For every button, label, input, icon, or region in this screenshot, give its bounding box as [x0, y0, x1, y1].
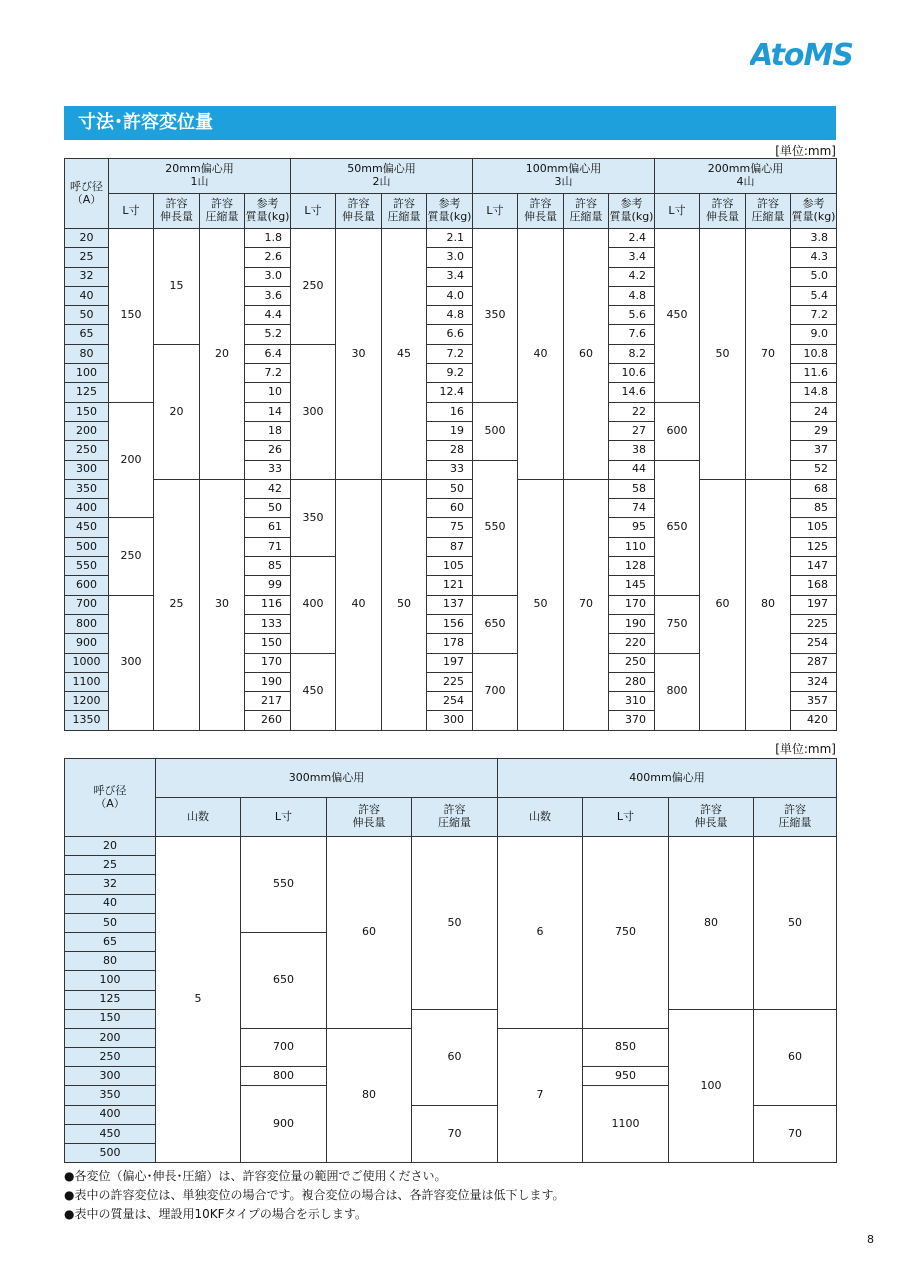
l-dimension-cell: 250 — [291, 229, 336, 345]
l-dimension-cell: 700 — [473, 653, 518, 730]
mass-cell: 105 — [427, 557, 473, 576]
nominal-diameter-cell: 200 — [65, 1028, 156, 1047]
mass-cell: 217 — [245, 692, 291, 711]
dimension-table-2-body — [65, 759, 837, 1163]
nominal-diameter-cell: 40 — [65, 286, 109, 305]
mass-cell: 105 — [791, 518, 837, 537]
dimension-table-1 — [64, 158, 837, 731]
mass-cell: 3.4 — [609, 248, 655, 267]
mass-cell: 22 — [609, 402, 655, 421]
mass-cell: 4.3 — [791, 248, 837, 267]
mass-cell: 170 — [609, 595, 655, 614]
mass-cell: 10.8 — [791, 344, 837, 363]
nominal-diameter-cell: 150 — [65, 1009, 156, 1028]
nominal-diameter-cell: 500 — [65, 1144, 156, 1163]
page-number: 8 — [867, 1233, 874, 1246]
dimension-table-2 — [64, 758, 837, 1163]
allowable-extension-cell: 30 — [336, 229, 382, 480]
l-dimension-cell: 350 — [291, 479, 336, 556]
nominal-diameter-cell: 600 — [65, 576, 109, 595]
nominal-diameter-cell: 32 — [65, 875, 156, 894]
mass-cell: 7.2 — [791, 306, 837, 325]
mass-cell: 280 — [609, 672, 655, 691]
nominal-diameter-cell: 20 — [65, 229, 109, 248]
mass-cell: 324 — [791, 672, 837, 691]
mass-cell: 3.4 — [427, 267, 473, 286]
nominal-diameter-cell: 25 — [65, 856, 156, 875]
mass-cell: 7.6 — [609, 325, 655, 344]
mass-cell: 28 — [427, 441, 473, 460]
mass-cell: 68 — [791, 479, 837, 498]
mass-cell: 7.2 — [245, 364, 291, 383]
nominal-diameter-cell: 100 — [65, 364, 109, 383]
mass-cell: 170 — [245, 653, 291, 672]
nominal-diameter-cell: 100 — [65, 971, 156, 990]
nominal-diameter-cell: 400 — [65, 499, 109, 518]
mass-cell: 110 — [609, 537, 655, 556]
peak-count-cell: 6 — [498, 837, 583, 1029]
nominal-diameter-cell: 350 — [65, 479, 109, 498]
nominal-diameter-cell: 65 — [65, 932, 156, 951]
mass-cell: 225 — [791, 614, 837, 633]
mass-cell: 1.8 — [245, 229, 291, 248]
table-row — [65, 479, 837, 498]
mass-cell: 150 — [245, 634, 291, 653]
mass-cell: 2.6 — [245, 248, 291, 267]
nominal-diameter-cell: 400 — [65, 1105, 156, 1124]
sub-header: L寸 — [109, 194, 154, 229]
sub-header: 許容 圧縮量 — [382, 194, 427, 229]
mass-cell: 156 — [427, 614, 473, 633]
peak-count-cell: 5 — [156, 837, 241, 1163]
allowable-extension-cell: 60 — [700, 479, 746, 730]
sub-header: 許容 伸長量 — [669, 798, 754, 837]
nominal-diameter-cell: 900 — [65, 634, 109, 653]
mass-cell: 5.6 — [609, 306, 655, 325]
sub-header: L寸 — [241, 798, 327, 837]
mass-cell: 33 — [245, 460, 291, 479]
l-dimension-cell: 650 — [655, 460, 700, 595]
allowable-extension-cell: 50 — [518, 479, 564, 730]
l-dimension-cell: 300 — [109, 595, 154, 730]
allowable-compression-cell: 60 — [754, 1009, 837, 1105]
allowable-compression-cell: 50 — [754, 837, 837, 1010]
mass-cell: 310 — [609, 692, 655, 711]
mass-cell: 133 — [245, 614, 291, 633]
mass-cell: 52 — [791, 460, 837, 479]
mass-cell: 87 — [427, 537, 473, 556]
nominal-diameter-cell: 32 — [65, 267, 109, 286]
nominal-diameter-cell: 50 — [65, 306, 109, 325]
l-dimension-cell: 700 — [241, 1028, 327, 1066]
l-dimension-cell: 550 — [473, 460, 518, 595]
notes — [64, 1167, 565, 1224]
nominal-diameter-cell: 1200 — [65, 692, 109, 711]
sub-header: 参考 質量(kg) — [245, 194, 291, 229]
mass-cell: 370 — [609, 711, 655, 730]
sub-header: 山数 — [498, 798, 583, 837]
mass-cell: 137 — [427, 595, 473, 614]
sub-header: L寸 — [291, 194, 336, 229]
mass-cell: 9.2 — [427, 364, 473, 383]
mass-cell: 116 — [245, 595, 291, 614]
nominal-diameter-header: 呼び径 （A） — [65, 759, 156, 837]
allowable-extension-cell: 25 — [154, 479, 200, 730]
nominal-diameter-cell: 40 — [65, 894, 156, 913]
allowable-extension-cell: 60 — [327, 837, 412, 1029]
group-header: 400mm偏心用 — [498, 759, 837, 798]
l-dimension-cell: 800 — [655, 653, 700, 730]
mass-cell: 18 — [245, 421, 291, 440]
allowable-compression-cell: 60 — [564, 229, 609, 480]
mass-cell: 6.6 — [427, 325, 473, 344]
allowable-extension-cell: 40 — [336, 479, 382, 730]
mass-cell: 4.8 — [427, 306, 473, 325]
section-title-bar — [64, 106, 836, 140]
sub-header: L寸 — [473, 194, 518, 229]
mass-cell: 147 — [791, 557, 837, 576]
l-dimension-cell: 750 — [583, 837, 669, 1029]
l-dimension-cell: 750 — [655, 595, 700, 653]
nominal-diameter-cell: 550 — [65, 557, 109, 576]
nominal-diameter-cell: 300 — [65, 1067, 156, 1086]
allowable-compression-cell: 45 — [382, 229, 427, 480]
mass-cell: 33 — [427, 460, 473, 479]
sub-header: 許容 圧縮量 — [564, 194, 609, 229]
sub-header: 許容 伸長量 — [518, 194, 564, 229]
nominal-diameter-header: 呼び径 （A） — [65, 159, 109, 229]
l-dimension-cell: 950 — [583, 1067, 669, 1086]
l-dimension-cell: 550 — [241, 837, 327, 933]
l-dimension-cell: 350 — [473, 229, 518, 403]
mass-cell: 14.8 — [791, 383, 837, 402]
allowable-compression-cell: 80 — [746, 479, 791, 730]
mass-cell: 38 — [609, 441, 655, 460]
mass-cell: 10 — [245, 383, 291, 402]
nominal-diameter-cell: 250 — [65, 441, 109, 460]
allowable-compression-cell: 50 — [412, 837, 498, 1010]
allowable-extension-cell: 15 — [154, 229, 200, 345]
allowable-compression-cell: 20 — [200, 229, 245, 480]
nominal-diameter-cell: 20 — [65, 837, 156, 856]
sub-header: 許容 伸長量 — [336, 194, 382, 229]
unit-label: [単位:mm] — [775, 144, 836, 158]
mass-cell: 300 — [427, 711, 473, 730]
l-dimension-cell: 800 — [241, 1067, 327, 1086]
mass-cell: 121 — [427, 576, 473, 595]
sub-header: 許容 圧縮量 — [754, 798, 837, 837]
allowable-compression-cell: 70 — [564, 479, 609, 730]
mass-cell: 75 — [427, 518, 473, 537]
nominal-diameter-cell: 80 — [65, 344, 109, 363]
mass-cell: 190 — [609, 614, 655, 633]
nominal-diameter-cell: 80 — [65, 952, 156, 971]
nominal-diameter-cell: 250 — [65, 1048, 156, 1067]
sub-header: 許容 圧縮量 — [200, 194, 245, 229]
mass-cell: 220 — [609, 634, 655, 653]
mass-cell: 128 — [609, 557, 655, 576]
l-dimension-cell: 500 — [473, 402, 518, 460]
sub-header: 許容 伸長量 — [154, 194, 200, 229]
sub-header: 参考 質量(kg) — [791, 194, 837, 229]
mass-cell: 44 — [609, 460, 655, 479]
l-dimension-cell: 450 — [291, 653, 336, 730]
table-row — [65, 229, 837, 248]
allowable-extension-cell: 40 — [518, 229, 564, 480]
l-dimension-cell: 300 — [291, 344, 336, 479]
mass-cell: 10.6 — [609, 364, 655, 383]
mass-cell: 14.6 — [609, 383, 655, 402]
mass-cell: 5.0 — [791, 267, 837, 286]
mass-cell: 6.4 — [245, 344, 291, 363]
l-dimension-cell: 1100 — [583, 1086, 669, 1163]
allowable-extension-cell: 100 — [669, 1009, 754, 1163]
note-item: ●表中の許容変位は、単独変位の場合です。複合変位の場合は、各許容変位量は低下します。 — [64, 1188, 565, 1202]
allowable-compression-cell: 60 — [412, 1009, 498, 1105]
mass-cell: 5.4 — [791, 286, 837, 305]
mass-cell: 24 — [791, 402, 837, 421]
mass-cell: 4.8 — [609, 286, 655, 305]
unit-label-2: [単位:mm] — [775, 742, 836, 756]
sub-header: 許容 圧縮量 — [746, 194, 791, 229]
allowable-compression-cell: 70 — [746, 229, 791, 480]
mass-cell: 3.0 — [427, 248, 473, 267]
mass-cell: 420 — [791, 711, 837, 730]
mass-cell: 27 — [609, 421, 655, 440]
mass-cell: 5.2 — [245, 325, 291, 344]
mass-cell: 254 — [791, 634, 837, 653]
sub-header: 参考 質量(kg) — [427, 194, 473, 229]
mass-cell: 58 — [609, 479, 655, 498]
nominal-diameter-cell: 150 — [65, 402, 109, 421]
mass-cell: 12.4 — [427, 383, 473, 402]
table-row — [65, 837, 837, 856]
mass-cell: 145 — [609, 576, 655, 595]
mass-cell: 250 — [609, 653, 655, 672]
group-header: 200mm偏心用 4山 — [655, 159, 837, 194]
sub-header: 許容 圧縮量 — [412, 798, 498, 837]
mass-cell: 60 — [427, 499, 473, 518]
sub-header: 山数 — [156, 798, 241, 837]
mass-cell: 357 — [791, 692, 837, 711]
mass-cell: 4.0 — [427, 286, 473, 305]
sub-header: 許容 伸長量 — [700, 194, 746, 229]
l-dimension-cell: 250 — [109, 518, 154, 595]
peak-count-cell: 7 — [498, 1028, 583, 1162]
mass-cell: 71 — [245, 537, 291, 556]
allowable-extension-cell: 20 — [154, 344, 200, 479]
mass-cell: 85 — [245, 557, 291, 576]
nominal-diameter-cell: 1350 — [65, 711, 109, 730]
mass-cell: 11.6 — [791, 364, 837, 383]
mass-cell: 2.1 — [427, 229, 473, 248]
nominal-diameter-cell: 25 — [65, 248, 109, 267]
nominal-diameter-cell: 50 — [65, 913, 156, 932]
mass-cell: 85 — [791, 499, 837, 518]
mass-cell: 3.0 — [245, 267, 291, 286]
l-dimension-cell: 450 — [655, 229, 700, 403]
allowable-compression-cell: 70 — [754, 1105, 837, 1163]
mass-cell: 4.2 — [609, 267, 655, 286]
allowable-compression-cell: 50 — [382, 479, 427, 730]
mass-cell: 95 — [609, 518, 655, 537]
nominal-diameter-cell: 300 — [65, 460, 109, 479]
nominal-diameter-cell: 65 — [65, 325, 109, 344]
nominal-diameter-cell: 700 — [65, 595, 109, 614]
nominal-diameter-cell: 125 — [65, 383, 109, 402]
l-dimension-cell: 650 — [241, 932, 327, 1028]
nominal-diameter-cell: 450 — [65, 1124, 156, 1143]
mass-cell: 197 — [427, 653, 473, 672]
mass-cell: 42 — [245, 479, 291, 498]
atoms-logo — [750, 38, 862, 70]
mass-cell: 29 — [791, 421, 837, 440]
mass-cell: 16 — [427, 402, 473, 421]
allowable-extension-cell: 80 — [669, 837, 754, 1010]
l-dimension-cell: 900 — [241, 1086, 327, 1163]
mass-cell: 197 — [791, 595, 837, 614]
nominal-diameter-cell: 1100 — [65, 672, 109, 691]
note-item: ●表中の質量は、埋設用10KFタイプの場合を示します。 — [64, 1207, 367, 1221]
nominal-diameter-cell: 200 — [65, 421, 109, 440]
nominal-diameter-cell: 500 — [65, 537, 109, 556]
mass-cell: 26 — [245, 441, 291, 460]
mass-cell: 3.6 — [245, 286, 291, 305]
mass-cell: 4.4 — [245, 306, 291, 325]
mass-cell: 50 — [427, 479, 473, 498]
sub-header: 許容 伸長量 — [327, 798, 412, 837]
l-dimension-cell: 400 — [291, 557, 336, 653]
nominal-diameter-cell: 125 — [65, 990, 156, 1009]
mass-cell: 178 — [427, 634, 473, 653]
sub-header: L寸 — [583, 798, 669, 837]
group-header: 20mm偏心用 1山 — [109, 159, 291, 194]
l-dimension-cell: 850 — [583, 1028, 669, 1066]
nominal-diameter-cell: 450 — [65, 518, 109, 537]
allowable-compression-cell: 70 — [412, 1105, 498, 1163]
l-dimension-cell: 650 — [473, 595, 518, 653]
mass-cell: 9.0 — [791, 325, 837, 344]
allowable-compression-cell: 30 — [200, 479, 245, 730]
mass-cell: 7.2 — [427, 344, 473, 363]
mass-cell: 287 — [791, 653, 837, 672]
note-item: ●各変位（偏心･伸長･圧縮）は、許容変位量の範囲でご使用ください。 — [64, 1169, 447, 1183]
dimension-table-1-body — [65, 159, 837, 731]
nominal-diameter-cell: 350 — [65, 1086, 156, 1105]
mass-cell: 190 — [245, 672, 291, 691]
mass-cell: 168 — [791, 576, 837, 595]
mass-cell: 8.2 — [609, 344, 655, 363]
mass-cell: 37 — [791, 441, 837, 460]
allowable-extension-cell: 50 — [700, 229, 746, 480]
mass-cell: 260 — [245, 711, 291, 730]
nominal-diameter-cell: 800 — [65, 614, 109, 633]
mass-cell: 74 — [609, 499, 655, 518]
group-header: 300mm偏心用 — [156, 759, 498, 798]
mass-cell: 61 — [245, 518, 291, 537]
sub-header: L寸 — [655, 194, 700, 229]
l-dimension-cell: 200 — [109, 402, 154, 518]
mass-cell: 3.8 — [791, 229, 837, 248]
mass-cell: 2.4 — [609, 229, 655, 248]
mass-cell: 19 — [427, 421, 473, 440]
group-header: 50mm偏心用 2山 — [291, 159, 473, 194]
mass-cell: 225 — [427, 672, 473, 691]
mass-cell: 125 — [791, 537, 837, 556]
mass-cell: 14 — [245, 402, 291, 421]
svg-text:AtoMS: AtoMS — [750, 38, 853, 70]
allowable-extension-cell: 80 — [327, 1028, 412, 1162]
mass-cell: 99 — [245, 576, 291, 595]
mass-cell: 50 — [245, 499, 291, 518]
sub-header: 参考 質量(kg) — [609, 194, 655, 229]
mass-cell: 254 — [427, 692, 473, 711]
group-header: 100mm偏心用 3山 — [473, 159, 655, 194]
l-dimension-cell: 600 — [655, 402, 700, 460]
section-title: 寸法･許容変位量 — [78, 112, 213, 133]
l-dimension-cell: 150 — [109, 229, 154, 403]
nominal-diameter-cell: 1000 — [65, 653, 109, 672]
